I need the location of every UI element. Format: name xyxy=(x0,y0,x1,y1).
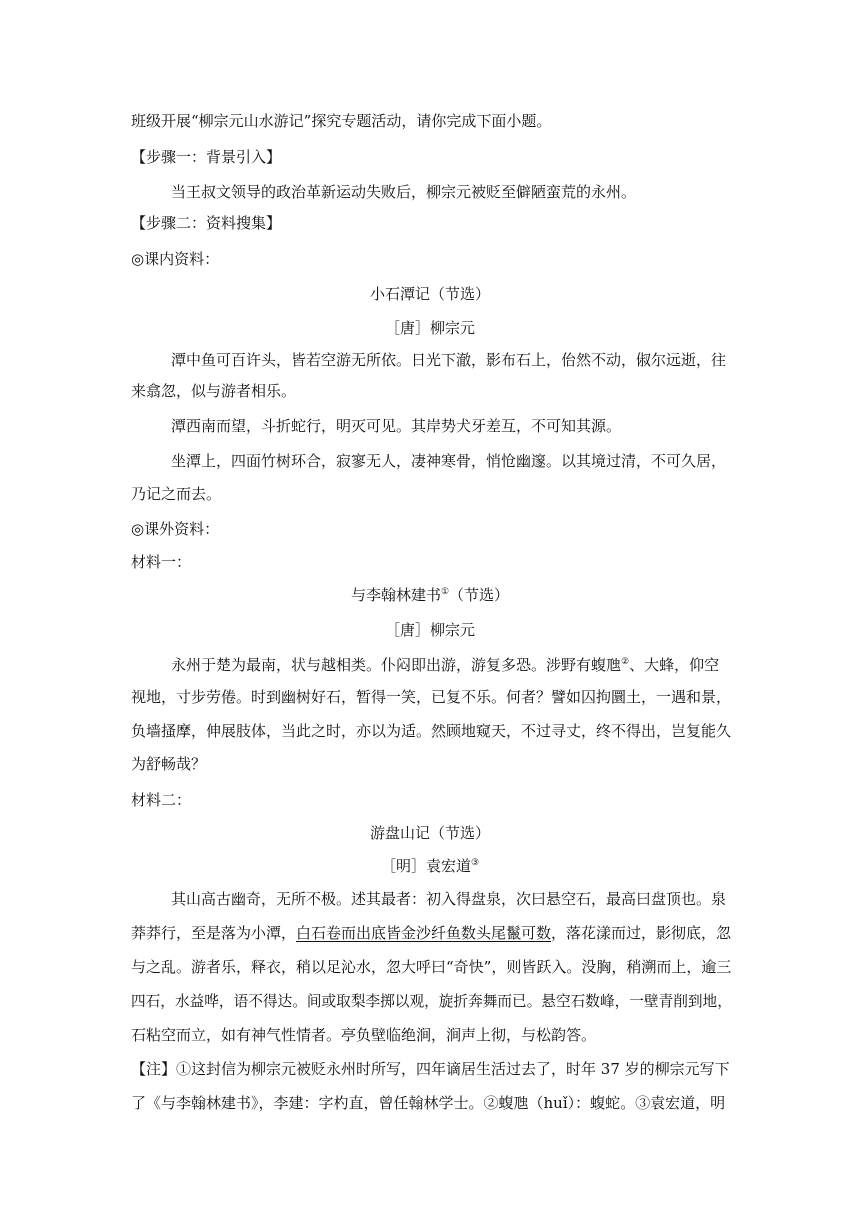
material1-line: 为舒畅哉？ xyxy=(131,755,207,773)
footnote-marker: ① xyxy=(440,587,450,597)
inclass-title: 小石潭记（节选） xyxy=(369,285,490,303)
inclass-line: 潭西南而望，斗折蛇行，明灭可见。其岸势犬牙差互，不可知其源。 xyxy=(171,417,622,435)
inclass-label: ◎课内资料： xyxy=(131,250,220,268)
step2-heading: 【步骤二：资料搜集】 xyxy=(131,214,282,232)
note-line: 了《与李翰林建书》，李建：字杓直，曾任翰林学士。②蝮虺（huǐ）：蝮蛇。③袁宏道，明 xyxy=(131,1094,726,1112)
footnote-marker: ③ xyxy=(470,858,480,868)
outclass-label: ◎课外资料： xyxy=(131,520,220,538)
note-label: 【注】 xyxy=(131,1060,177,1078)
step1-heading: 【步骤一：背景引入】 xyxy=(131,148,282,166)
material1-author: ［唐］柳宗元 xyxy=(384,621,475,639)
material2-title: 游盘山记（节选） xyxy=(369,824,490,842)
material2-line: 其山高古幽奇，无所不极。述其最者：初入得盘泉，次曰悬空石，最高曰盘顶也。泉 xyxy=(171,890,727,908)
material2-line: 与之乱。游者乐，释衣，稍以足沁水，忽大呼曰“奇快”，则皆跃入。没胸，稍溯而上，逾三 xyxy=(131,958,732,976)
material1-line: 视地，寸步劳倦。时到幽树好石，暂得一笑，已复不乐。何者？譬如囚拘圜土，一遇和景， xyxy=(131,688,732,706)
material2-line: 莽莽行，至是落为小潭，白石卷而出底皆金沙纤鱼数头尾鬣可数，落花漾而过，影彻底，忽 xyxy=(131,924,732,942)
material2-label: 材料二： xyxy=(131,791,192,809)
material2-line: 四石，水益哗，语不得达。间或取梨李掷以观，旋折奔舞而已。悬空石数峰，一壁青削到地， xyxy=(131,992,732,1010)
inclass-line: 来翕忽，似与游者相乐。 xyxy=(131,382,297,400)
step1-text: 当王叔文领导的政治革新运动失败后，柳宗元被贬至僻陋蛮荒的永州。 xyxy=(171,183,637,201)
note-line: 【注】①这封信为柳宗元被贬永州时所写，四年谪居生活过去了，时年 37 岁的柳宗元写下 xyxy=(131,1060,730,1078)
intro-text: 班级开展“柳宗元山水游记”探究专题活动，请你完成下面小题。 xyxy=(131,112,552,130)
material2-line: 石粘空而立，如有神气性情者。亭负壁临绝涧，涧声上彻，与松韵答。 xyxy=(131,1026,597,1044)
material2-author: ［明］袁宏道③ xyxy=(380,857,480,875)
footnote-marker: ② xyxy=(621,657,630,667)
inclass-author: ［唐］柳宗元 xyxy=(384,319,475,337)
material1-label: 材料一： xyxy=(131,553,192,571)
underlined-sentence: 白石卷而出底皆金沙纤鱼数头尾鬣可数 xyxy=(296,924,552,942)
material1-line: 永州于楚为最南，状与越相类。仆闷即出游，游复多恐。涉野有蝮虺②、大蜂，仰空 xyxy=(171,656,720,674)
inclass-line: 潭中鱼可百许头，皆若空游无所依。日光下澈，影布石上，佁然不动，俶尔远逝，往 xyxy=(171,351,727,369)
material1-title: 与李翰林建书①（节选） xyxy=(350,586,510,604)
material1-line: 负墙搔摩，伸展肢体，当此之时，亦以为适。然顾地窥天，不过寻丈，终不得出，岂复能久 xyxy=(131,722,732,740)
inclass-line: 坐潭上，四面竹树环合，寂寥无人，凄神寒骨，悄怆幽邃。以其境过清，不可久居， xyxy=(171,452,727,470)
inclass-line: 乃记之而去。 xyxy=(131,485,222,503)
